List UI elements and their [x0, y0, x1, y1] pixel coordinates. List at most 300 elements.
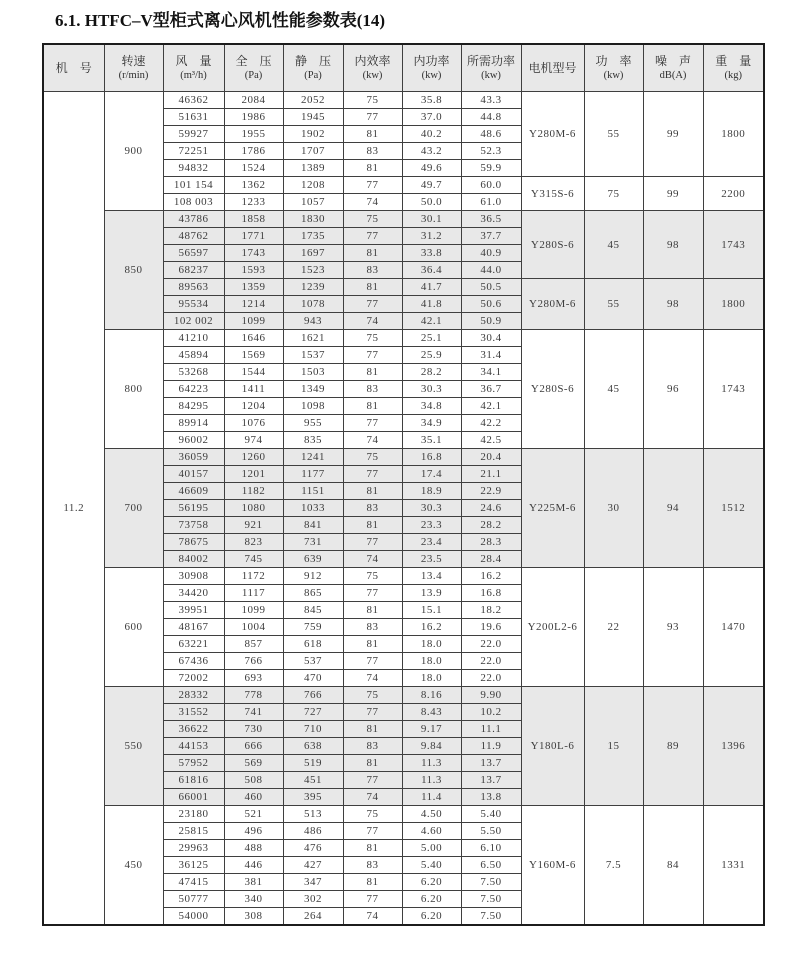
cell-total-pressure: 521	[224, 806, 283, 823]
cell-required-power: 30.4	[461, 330, 521, 347]
table-row	[43, 568, 764, 585]
cell-airflow: 48167	[163, 619, 224, 636]
cell-efficiency: 83	[343, 738, 402, 755]
cell-internal-power: 18.0	[402, 670, 461, 687]
cell-required-power: 61.0	[461, 194, 521, 211]
cell-internal-power: 8.16	[402, 687, 461, 704]
cell-total-pressure: 1362	[224, 177, 283, 194]
cell-efficiency: 83	[343, 143, 402, 160]
cell-total-pressure: 1955	[224, 126, 283, 143]
cell-required-power: 18.2	[461, 602, 521, 619]
cell-required-power: 44.8	[461, 109, 521, 126]
cell-static-pressure: 347	[283, 874, 343, 891]
cell-efficiency: 77	[343, 177, 402, 194]
cell-motor-power: 55	[584, 279, 643, 330]
cell-static-pressure: 943	[283, 313, 343, 330]
cell-internal-power: 5.00	[402, 840, 461, 857]
cell-static-pressure: 1098	[283, 398, 343, 415]
cell-airflow: 89563	[163, 279, 224, 296]
cell-noise: 98	[643, 211, 703, 279]
cell-static-pressure: 1078	[283, 296, 343, 313]
cell-total-pressure: 1743	[224, 245, 283, 262]
table-body	[43, 92, 764, 926]
cell-internal-power: 34.8	[402, 398, 461, 415]
cell-static-pressure: 865	[283, 585, 343, 602]
cell-internal-power: 25.9	[402, 347, 461, 364]
cell-static-pressure: 1621	[283, 330, 343, 347]
cell-airflow: 45894	[163, 347, 224, 364]
cell-static-pressure: 1503	[283, 364, 343, 381]
cell-internal-power: 9.84	[402, 738, 461, 755]
column-header-label: 机 号	[55, 60, 92, 75]
cell-static-pressure: 845	[283, 602, 343, 619]
cell-total-pressure: 1786	[224, 143, 283, 160]
cell-airflow: 36622	[163, 721, 224, 738]
column-header-unit: (kw)	[603, 70, 624, 81]
cell-internal-power: 18.9	[402, 483, 461, 500]
cell-airflow: 56597	[163, 245, 224, 262]
cell-efficiency: 81	[343, 160, 402, 177]
cell-static-pressure: 727	[283, 704, 343, 721]
cell-motor-model: Y280M-6	[521, 279, 584, 330]
cell-internal-power: 4.50	[402, 806, 461, 823]
speed-cell: 600	[104, 568, 163, 687]
cell-efficiency: 81	[343, 636, 402, 653]
cell-internal-power: 41.7	[402, 279, 461, 296]
cell-required-power: 50.6	[461, 296, 521, 313]
column-header-unit: dB(A)	[659, 70, 687, 81]
cell-efficiency: 74	[343, 194, 402, 211]
cell-total-pressure: 508	[224, 772, 283, 789]
cell-static-pressure: 1389	[283, 160, 343, 177]
cell-required-power: 6.50	[461, 857, 521, 874]
cell-airflow: 72002	[163, 670, 224, 687]
cell-airflow: 61816	[163, 772, 224, 789]
cell-efficiency: 75	[343, 806, 402, 823]
header-row	[43, 44, 764, 92]
cell-required-power: 21.1	[461, 466, 521, 483]
cell-required-power: 50.5	[461, 279, 521, 296]
cell-weight: 1800	[703, 279, 764, 330]
cell-static-pressure: 841	[283, 517, 343, 534]
cell-required-power: 42.5	[461, 432, 521, 449]
table-row	[43, 330, 764, 347]
cell-total-pressure: 1201	[224, 466, 283, 483]
cell-required-power: 36.5	[461, 211, 521, 228]
cell-internal-power: 50.0	[402, 194, 461, 211]
fan-parameters-table	[42, 43, 765, 926]
speed-cell: 450	[104, 806, 163, 926]
cell-total-pressure: 460	[224, 789, 283, 806]
cell-static-pressure: 912	[283, 568, 343, 585]
cell-static-pressure: 513	[283, 806, 343, 823]
cell-required-power: 22.0	[461, 670, 521, 687]
cell-internal-power: 34.9	[402, 415, 461, 432]
cell-total-pressure: 766	[224, 653, 283, 670]
cell-total-pressure: 1858	[224, 211, 283, 228]
cell-static-pressure: 759	[283, 619, 343, 636]
cell-efficiency: 77	[343, 534, 402, 551]
cell-required-power: 13.7	[461, 772, 521, 789]
table-row	[43, 687, 764, 704]
cell-efficiency: 74	[343, 908, 402, 926]
cell-internal-power: 11.4	[402, 789, 461, 806]
cell-required-power: 60.0	[461, 177, 521, 194]
cell-efficiency: 77	[343, 585, 402, 602]
cell-static-pressure: 1151	[283, 483, 343, 500]
cell-static-pressure: 395	[283, 789, 343, 806]
cell-required-power: 22.9	[461, 483, 521, 500]
cell-efficiency: 77	[343, 347, 402, 364]
cell-internal-power: 28.2	[402, 364, 461, 381]
cell-required-power: 13.7	[461, 755, 521, 772]
cell-total-pressure: 741	[224, 704, 283, 721]
column-header-unit: (kw)	[362, 70, 383, 81]
cell-static-pressure: 302	[283, 891, 343, 908]
cell-airflow: 59927	[163, 126, 224, 143]
cell-airflow: 41210	[163, 330, 224, 347]
cell-motor-power: 7.5	[584, 806, 643, 926]
cell-required-power: 7.50	[461, 874, 521, 891]
cell-airflow: 96002	[163, 432, 224, 449]
cell-weight: 1800	[703, 92, 764, 177]
cell-internal-power: 23.5	[402, 551, 461, 568]
cell-internal-power: 30.1	[402, 211, 461, 228]
machine-no-cell: 11.2	[43, 92, 104, 926]
cell-efficiency: 83	[343, 262, 402, 279]
column-header-label: 功 率	[595, 53, 632, 68]
cell-required-power: 7.50	[461, 908, 521, 926]
cell-airflow: 25815	[163, 823, 224, 840]
cell-static-pressure: 1697	[283, 245, 343, 262]
cell-total-pressure: 778	[224, 687, 283, 704]
cell-required-power: 36.7	[461, 381, 521, 398]
cell-noise: 94	[643, 449, 703, 568]
cell-total-pressure: 446	[224, 857, 283, 874]
cell-motor-power: 45	[584, 211, 643, 279]
column-header-unit: (Pa)	[244, 70, 263, 81]
column-header-label: 所需功率	[466, 53, 515, 68]
cell-required-power: 11.1	[461, 721, 521, 738]
cell-required-power: 24.6	[461, 500, 521, 517]
cell-motor-power: 55	[584, 92, 643, 177]
cell-total-pressure: 1182	[224, 483, 283, 500]
column-header-label: 噪 声	[654, 53, 691, 68]
cell-total-pressure: 730	[224, 721, 283, 738]
cell-required-power: 19.6	[461, 619, 521, 636]
cell-required-power: 42.2	[461, 415, 521, 432]
cell-static-pressure: 451	[283, 772, 343, 789]
cell-total-pressure: 569	[224, 755, 283, 772]
cell-airflow: 46362	[163, 92, 224, 109]
cell-airflow: 47415	[163, 874, 224, 891]
cell-static-pressure: 1830	[283, 211, 343, 228]
cell-total-pressure: 340	[224, 891, 283, 908]
column-header-speed	[104, 44, 163, 92]
page-title: 6.1. HTFC–V型柜式离心风机性能参数表(14)	[55, 11, 386, 30]
cell-required-power: 43.3	[461, 92, 521, 109]
cell-required-power: 59.9	[461, 160, 521, 177]
cell-airflow: 43786	[163, 211, 224, 228]
cell-noise: 84	[643, 806, 703, 926]
cell-required-power: 11.9	[461, 738, 521, 755]
cell-static-pressure: 1707	[283, 143, 343, 160]
cell-internal-power: 41.8	[402, 296, 461, 313]
cell-required-power: 7.50	[461, 891, 521, 908]
cell-static-pressure: 537	[283, 653, 343, 670]
cell-weight: 1396	[703, 687, 764, 806]
cell-total-pressure: 1004	[224, 619, 283, 636]
column-header-power	[584, 44, 643, 92]
cell-noise: 96	[643, 330, 703, 449]
cell-total-pressure: 1411	[224, 381, 283, 398]
cell-airflow: 29963	[163, 840, 224, 857]
cell-total-pressure: 974	[224, 432, 283, 449]
cell-efficiency: 83	[343, 857, 402, 874]
cell-efficiency: 77	[343, 296, 402, 313]
table-row	[43, 92, 764, 109]
column-header-label: 重 量	[715, 53, 752, 68]
cell-noise: 89	[643, 687, 703, 806]
cell-internal-power: 9.17	[402, 721, 461, 738]
cell-static-pressure: 639	[283, 551, 343, 568]
table-row	[43, 449, 764, 466]
cell-efficiency: 74	[343, 432, 402, 449]
cell-efficiency: 81	[343, 755, 402, 772]
cell-airflow: 28332	[163, 687, 224, 704]
cell-required-power: 37.7	[461, 228, 521, 245]
cell-airflow: 108 003	[163, 194, 224, 211]
cell-internal-power: 13.4	[402, 568, 461, 585]
cell-internal-power: 49.7	[402, 177, 461, 194]
cell-efficiency: 81	[343, 398, 402, 415]
cell-airflow: 40157	[163, 466, 224, 483]
cell-total-pressure: 1986	[224, 109, 283, 126]
cell-weight: 1331	[703, 806, 764, 926]
cell-internal-power: 17.4	[402, 466, 461, 483]
cell-efficiency: 81	[343, 245, 402, 262]
cell-airflow: 67436	[163, 653, 224, 670]
cell-efficiency: 75	[343, 211, 402, 228]
cell-internal-power: 37.0	[402, 109, 461, 126]
cell-motor-power: 22	[584, 568, 643, 687]
cell-internal-power: 42.1	[402, 313, 461, 330]
cell-efficiency: 81	[343, 874, 402, 891]
cell-airflow: 72251	[163, 143, 224, 160]
cell-total-pressure: 1593	[224, 262, 283, 279]
cell-total-pressure: 1214	[224, 296, 283, 313]
cell-total-pressure: 496	[224, 823, 283, 840]
cell-efficiency: 81	[343, 721, 402, 738]
cell-internal-power: 11.3	[402, 755, 461, 772]
cell-static-pressure: 427	[283, 857, 343, 874]
cell-airflow: 48762	[163, 228, 224, 245]
cell-efficiency: 74	[343, 789, 402, 806]
cell-efficiency: 81	[343, 364, 402, 381]
cell-static-pressure: 519	[283, 755, 343, 772]
cell-static-pressure: 1537	[283, 347, 343, 364]
cell-internal-power: 36.4	[402, 262, 461, 279]
cell-airflow: 36059	[163, 449, 224, 466]
cell-total-pressure: 693	[224, 670, 283, 687]
cell-motor-model: Y280M-6	[521, 92, 584, 177]
cell-airflow: 56195	[163, 500, 224, 517]
cell-motor-model: Y225M-6	[521, 449, 584, 568]
cell-internal-power: 35.8	[402, 92, 461, 109]
cell-total-pressure: 745	[224, 551, 283, 568]
speed-cell: 550	[104, 687, 163, 806]
cell-motor-model: Y280S-6	[521, 330, 584, 449]
cell-static-pressure: 2052	[283, 92, 343, 109]
cell-total-pressure: 308	[224, 908, 283, 926]
cell-required-power: 16.2	[461, 568, 521, 585]
cell-internal-power: 23.4	[402, 534, 461, 551]
cell-internal-power: 18.0	[402, 636, 461, 653]
cell-efficiency: 74	[343, 551, 402, 568]
cell-efficiency: 77	[343, 653, 402, 670]
cell-internal-power: 6.20	[402, 908, 461, 926]
cell-internal-power: 25.1	[402, 330, 461, 347]
cell-total-pressure: 2084	[224, 92, 283, 109]
cell-required-power: 28.4	[461, 551, 521, 568]
cell-efficiency: 83	[343, 500, 402, 517]
cell-required-power: 48.6	[461, 126, 521, 143]
cell-total-pressure: 1233	[224, 194, 283, 211]
cell-efficiency: 81	[343, 840, 402, 857]
cell-static-pressure: 1241	[283, 449, 343, 466]
cell-internal-power: 33.8	[402, 245, 461, 262]
cell-airflow: 78675	[163, 534, 224, 551]
cell-static-pressure: 1033	[283, 500, 343, 517]
cell-internal-power: 40.2	[402, 126, 461, 143]
cell-total-pressure: 1076	[224, 415, 283, 432]
cell-efficiency: 81	[343, 279, 402, 296]
cell-airflow: 34420	[163, 585, 224, 602]
cell-total-pressure: 1260	[224, 449, 283, 466]
cell-airflow: 63221	[163, 636, 224, 653]
cell-efficiency: 77	[343, 823, 402, 840]
cell-noise: 99	[643, 92, 703, 177]
column-header-unit: (kg)	[724, 70, 742, 81]
cell-motor-model: Y180L-6	[521, 687, 584, 806]
cell-airflow: 64223	[163, 381, 224, 398]
cell-required-power: 44.0	[461, 262, 521, 279]
cell-static-pressure: 1735	[283, 228, 343, 245]
cell-static-pressure: 476	[283, 840, 343, 857]
column-header-airflow	[163, 44, 224, 92]
cell-airflow: 54000	[163, 908, 224, 926]
cell-efficiency: 81	[343, 602, 402, 619]
cell-total-pressure: 823	[224, 534, 283, 551]
cell-weight: 1743	[703, 211, 764, 279]
cell-airflow: 23180	[163, 806, 224, 823]
cell-required-power: 40.9	[461, 245, 521, 262]
cell-total-pressure: 1172	[224, 568, 283, 585]
column-header-internal-power	[402, 44, 461, 92]
cell-efficiency: 83	[343, 619, 402, 636]
cell-internal-power: 16.8	[402, 449, 461, 466]
cell-weight: 2200	[703, 177, 764, 211]
cell-internal-power: 6.20	[402, 891, 461, 908]
cell-total-pressure: 666	[224, 738, 283, 755]
table-row	[43, 211, 764, 228]
cell-airflow: 89914	[163, 415, 224, 432]
column-header-unit: (kw)	[481, 70, 501, 81]
cell-total-pressure: 1646	[224, 330, 283, 347]
cell-efficiency: 81	[343, 483, 402, 500]
cell-efficiency: 81	[343, 126, 402, 143]
cell-required-power: 6.10	[461, 840, 521, 857]
cell-total-pressure: 488	[224, 840, 283, 857]
column-header-label: 内功率	[413, 53, 450, 68]
column-header-label: 电机型号	[528, 60, 577, 75]
column-header-unit: (m³/h)	[180, 70, 207, 81]
cell-airflow: 94832	[163, 160, 224, 177]
cell-efficiency: 74	[343, 670, 402, 687]
cell-airflow: 53268	[163, 364, 224, 381]
cell-required-power: 10.2	[461, 704, 521, 721]
cell-efficiency: 77	[343, 772, 402, 789]
cell-internal-power: 15.1	[402, 602, 461, 619]
column-header-required-power	[461, 44, 521, 92]
cell-required-power: 20.4	[461, 449, 521, 466]
cell-efficiency: 77	[343, 466, 402, 483]
cell-static-pressure: 1208	[283, 177, 343, 194]
cell-internal-power: 13.9	[402, 585, 461, 602]
speed-cell: 800	[104, 330, 163, 449]
cell-efficiency: 75	[343, 92, 402, 109]
cell-total-pressure: 1099	[224, 313, 283, 330]
cell-motor-power: 75	[584, 177, 643, 211]
cell-airflow: 102 002	[163, 313, 224, 330]
cell-static-pressure: 835	[283, 432, 343, 449]
cell-static-pressure: 1945	[283, 109, 343, 126]
cell-efficiency: 83	[343, 381, 402, 398]
speed-cell: 900	[104, 92, 163, 211]
cell-efficiency: 77	[343, 228, 402, 245]
cell-total-pressure: 1359	[224, 279, 283, 296]
column-header-label: 转速	[121, 53, 146, 68]
cell-airflow: 95534	[163, 296, 224, 313]
cell-static-pressure: 1057	[283, 194, 343, 211]
cell-airflow: 84002	[163, 551, 224, 568]
cell-static-pressure: 486	[283, 823, 343, 840]
speed-cell: 850	[104, 211, 163, 330]
cell-internal-power: 30.3	[402, 500, 461, 517]
cell-static-pressure: 1177	[283, 466, 343, 483]
cell-airflow: 73758	[163, 517, 224, 534]
column-header-label: 静 压	[294, 53, 331, 68]
column-header-machine-no	[43, 44, 104, 92]
cell-noise: 98	[643, 279, 703, 330]
cell-static-pressure: 766	[283, 687, 343, 704]
cell-static-pressure: 1239	[283, 279, 343, 296]
cell-static-pressure: 264	[283, 908, 343, 926]
cell-static-pressure: 1523	[283, 262, 343, 279]
cell-required-power: 5.40	[461, 806, 521, 823]
cell-total-pressure: 1080	[224, 500, 283, 517]
cell-internal-power: 6.20	[402, 874, 461, 891]
cell-static-pressure: 470	[283, 670, 343, 687]
cell-required-power: 28.3	[461, 534, 521, 551]
cell-airflow: 68237	[163, 262, 224, 279]
cell-motor-model: Y315S-6	[521, 177, 584, 211]
cell-efficiency: 75	[343, 330, 402, 347]
cell-required-power: 22.0	[461, 653, 521, 670]
cell-weight: 1743	[703, 330, 764, 449]
cell-required-power: 9.90	[461, 687, 521, 704]
cell-required-power: 22.0	[461, 636, 521, 653]
